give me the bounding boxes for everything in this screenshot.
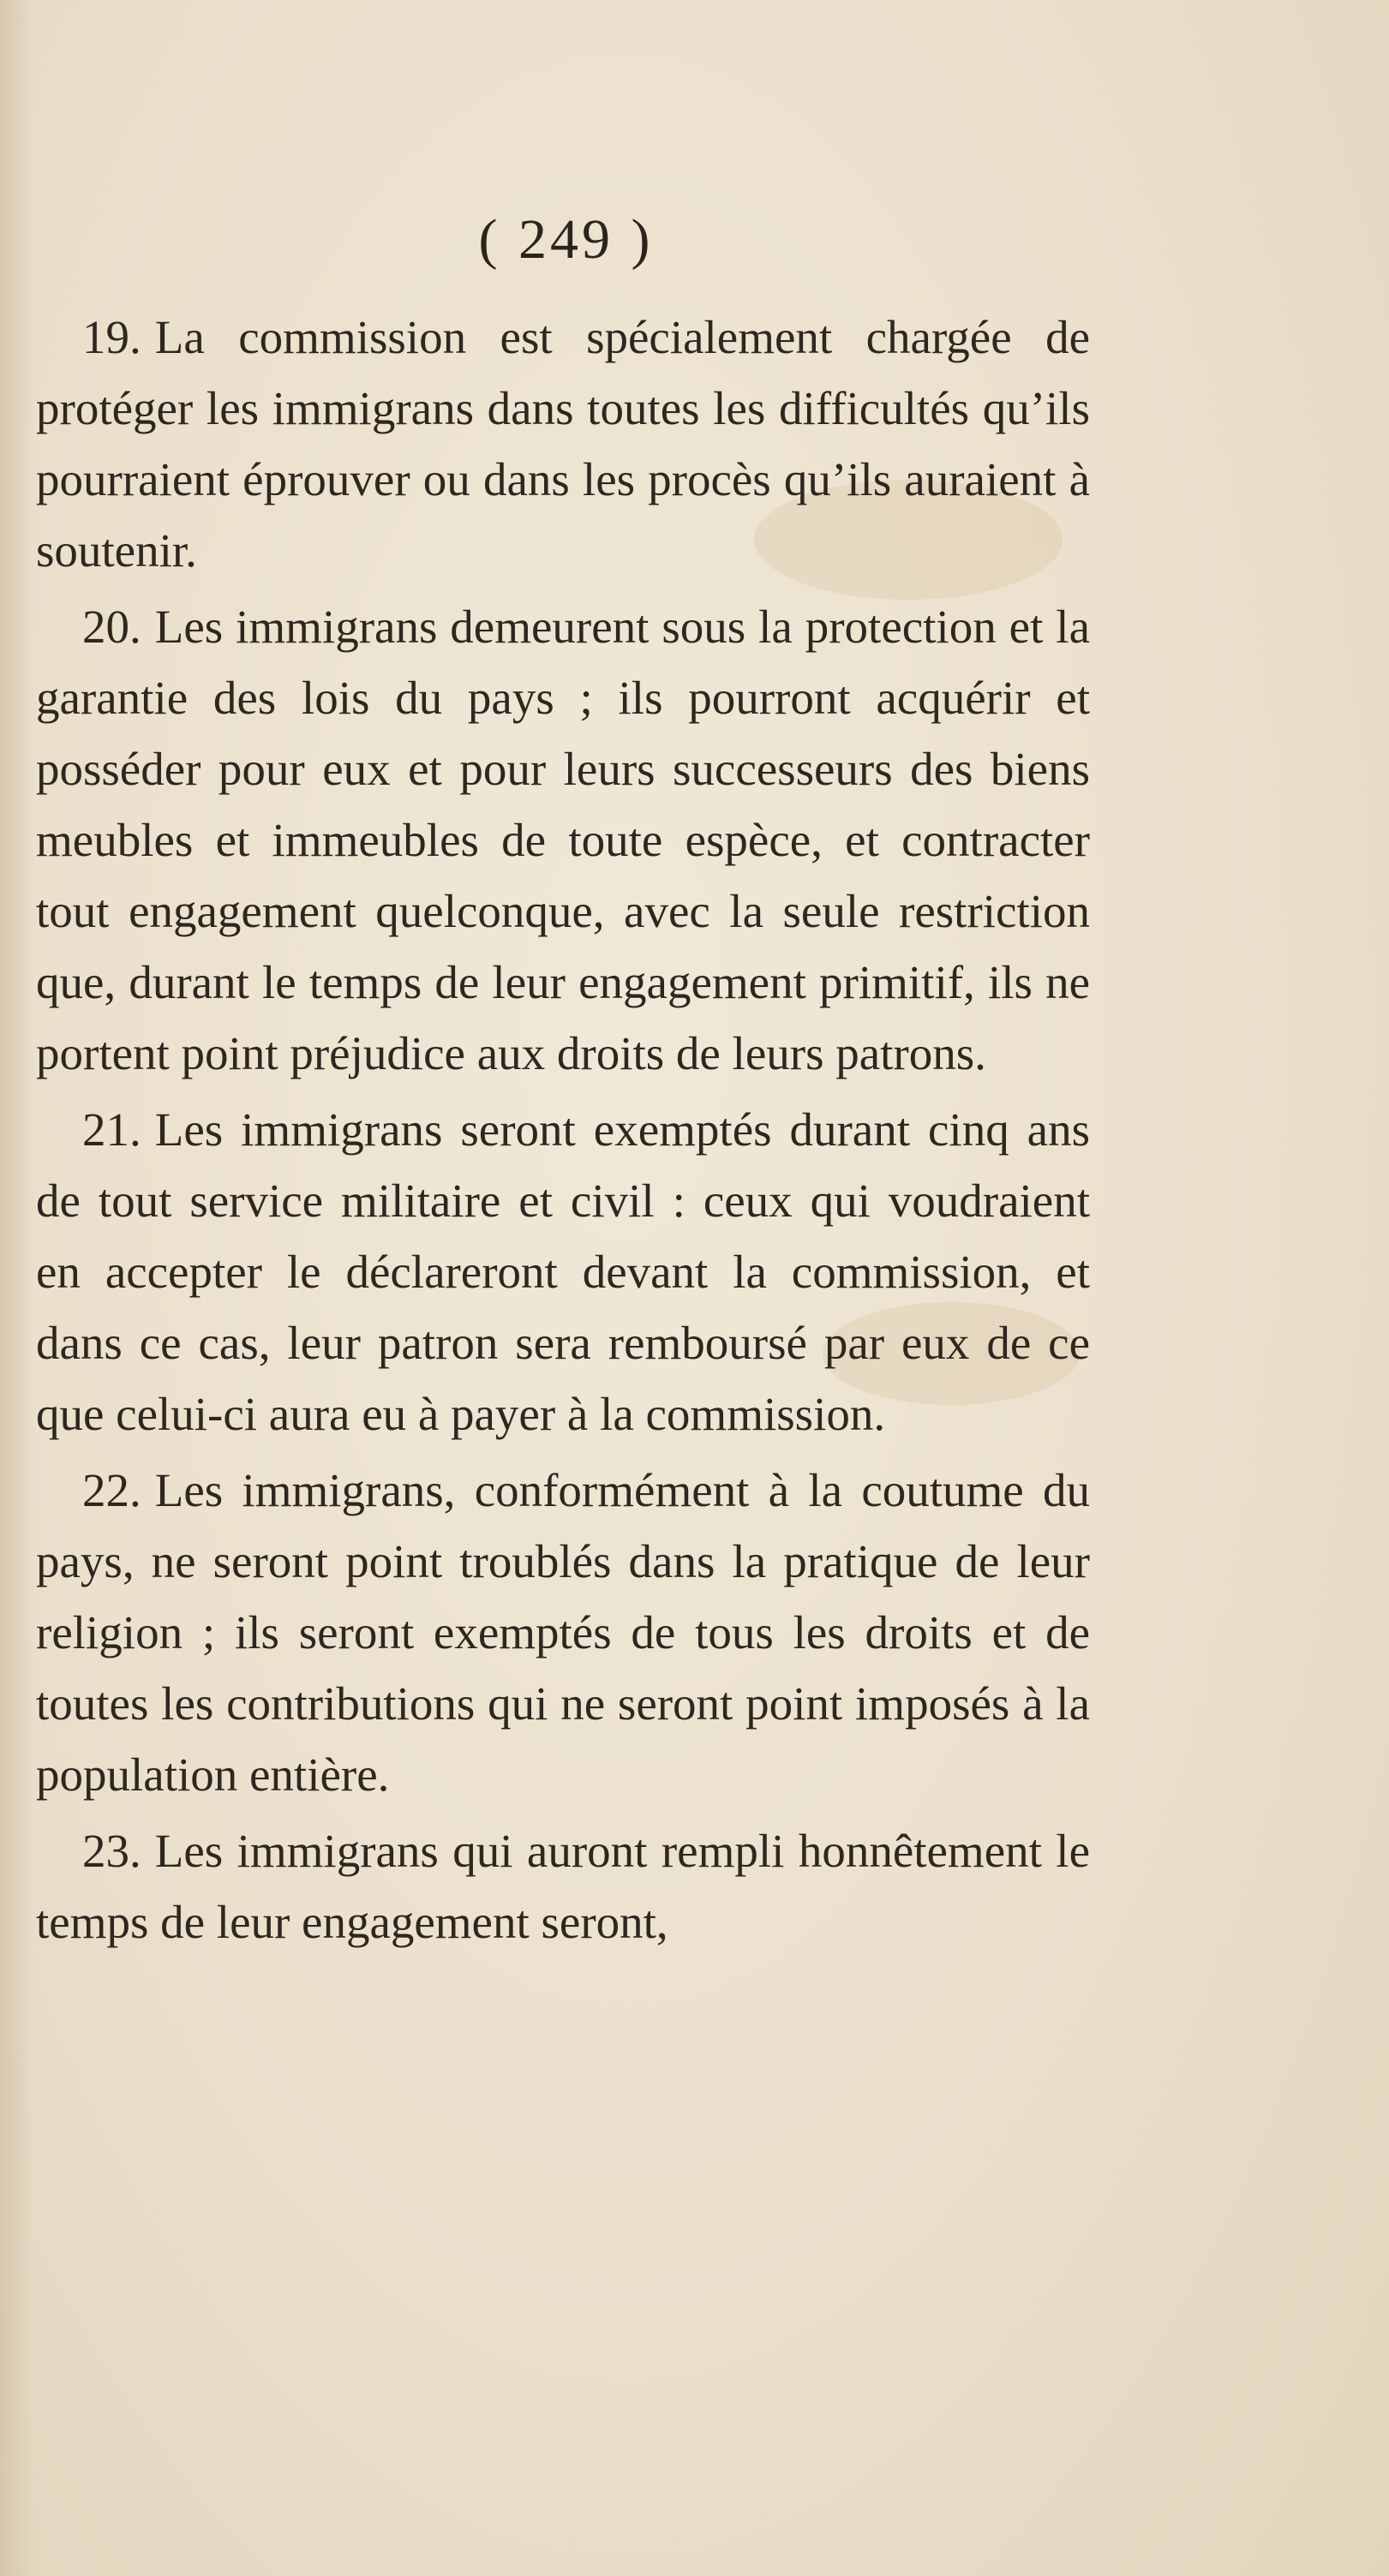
article-23 [36, 1815, 1090, 1957]
article-19 [36, 302, 1090, 586]
body-text [36, 302, 1090, 1963]
article-number: 21. [82, 1103, 141, 1156]
article-number: 20. [82, 601, 141, 653]
article-text: Les immigrans demeurent sous la protection et la garantie des lois du pays ; ils pourront acquérir et posséder pour eux et pour leurs successeurs des biens meubles et immeubles de toute espèce, et contracter tout engagement quelconque, avec la seule restriction que, durant le temps de leur engagement primitif, ils ne portent point préjudice aux droits de leurs patrons. [36, 601, 1090, 1079]
article-22 [36, 1455, 1090, 1810]
article-number: 23. [82, 1825, 141, 1877]
article-number: 22. [82, 1464, 141, 1516]
article-text: Les immigrans qui auront rempli honnêtement le temps de leur engagement seront, [36, 1825, 1090, 1948]
article-text: La commission est spécialement chargée de protéger les immigrans dans toutes les difficultés qu’ils pourraient éprouver ou dans les procès qu’ils auraient à soutenir. [36, 311, 1090, 577]
article-text: Les immigrans seront exemptés durant cinq ans de tout service militaire et civil : ceux qui voudraient en accepter le déclareront devant la commission, et dans ce cas, leur patron sera remboursé par eux de ce que celui-ci aura eu à payer à la commission. [36, 1103, 1090, 1440]
page-number: ( 249 ) [478, 208, 654, 271]
article-21 [36, 1094, 1090, 1449]
article-number: 19. [82, 311, 141, 363]
page-fold-shadow [0, 0, 34, 2576]
article-20 [36, 591, 1090, 1089]
article-text: Les immigrans, conformément à la coutume du pays, ne seront point troublés dans la pratique de leur religion ; ils seront exemptés de tous les droits et de toutes les contributions qui ne seront point imposés à la population entière. [36, 1464, 1090, 1801]
